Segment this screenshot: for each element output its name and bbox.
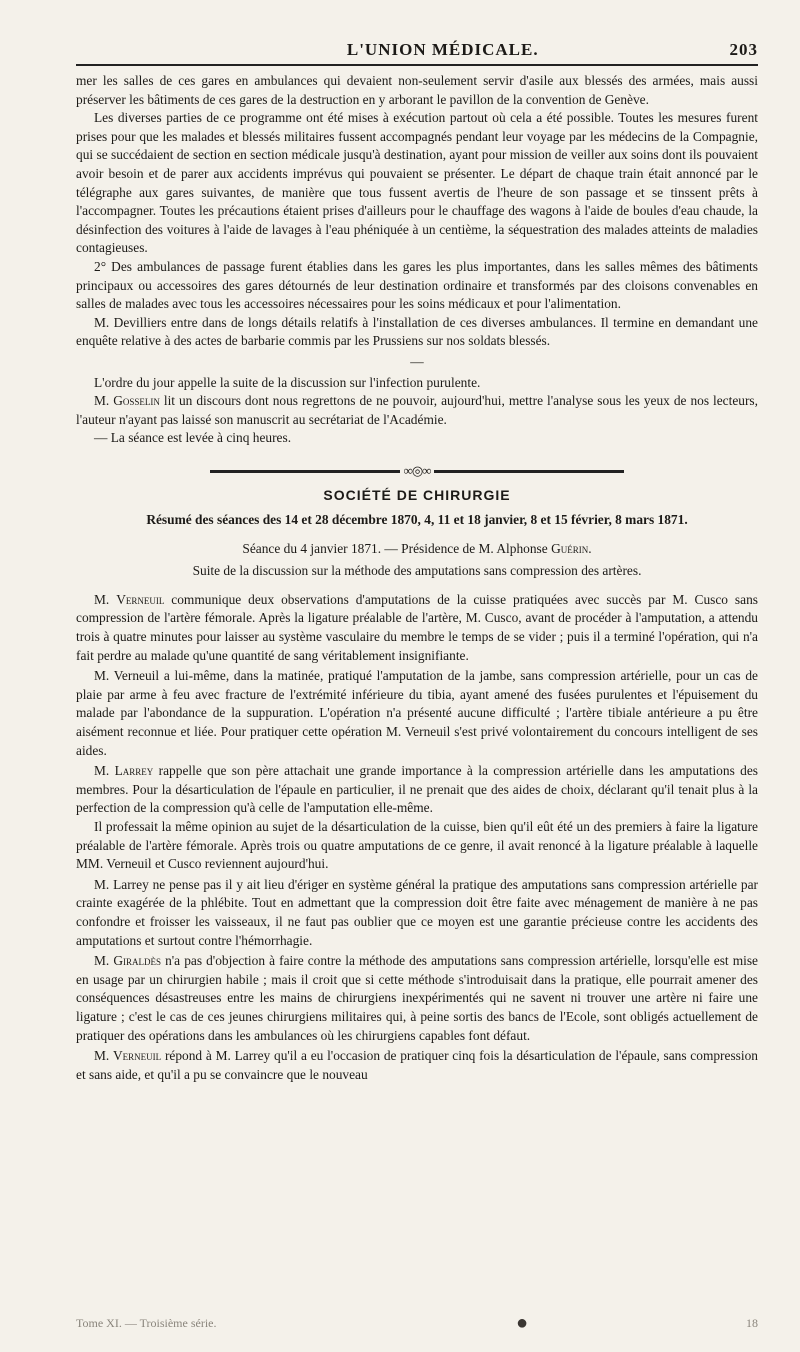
session-subheading: Suite de la discussion sur la méthode des amputations sans compression des artères. <box>192 563 642 579</box>
paragraph-text: communique deux observations d'amputations de la cuisse pratiquées avec succès par M. Cusco sans compression de l'artère fémorale. Après la ligature préalable de l'artère, M. Cusco, avant de procéder à l'amputation, a attendu trois à quatre minutes pour laisser au système vasculaire du membre le temps de se vider ; puis il a terminé l'opération, qui n'a fait perdre au malade qu'une quantité de sang véritablement insignifiante. <box>76 591 758 663</box>
paragraph-prefix: M. <box>94 1048 114 1064</box>
running-header <box>76 40 758 60</box>
paragraph-text: répond à M. Larrey qu'il a eu l'occasion de pratiquer cinq fois la désarticulation de l'épaule, sans compression et sans aide, et qu'il a pu se convaincre que le nouveau <box>76 1048 758 1082</box>
paragraph-text: lit un discours dont nous regrettons de ne pouvoir, aujourd'hui, mettre l'analyse sous les yeux de nos lecteurs, l'auteur n'ayant pas laissé son manuscrit au secrétariat de l'Académie. <box>76 393 758 427</box>
session-heading-suffix: . <box>588 540 592 556</box>
paragraph <box>76 591 758 665</box>
paragraph: 2° Des ambulances de passage furent établies dans les gares les plus importantes, dans les salles mêmes des bâtiments principaux ou accessoires des gares détournés de leur destination ordinaire et transformés par des cloisons convenables en salles de malades avec tous les accessoires nécessaires pour les soins médicaux et pour l'alimentation. <box>76 258 758 312</box>
paragraph <box>76 762 758 818</box>
speaker-name: Verneuil <box>113 1048 162 1064</box>
paragraph: L'ordre du jour appelle la suite de la discussion sur l'infection purulente. <box>94 374 481 390</box>
session-heading-text: Séance du 4 janvier 1871. — Présidence de M. Alphonse <box>242 540 552 556</box>
paragraph: mer les salles de ces gares en ambulances qui devaient non-seulement servir d'asile aux blessés des armées, mais aussi préserver les bâtiments de ces gares de la destruction en y arborant le pavillon de la convention de Genève. <box>76 73 758 107</box>
journal-title: L'UNION MÉDICALE. <box>346 40 539 59</box>
section-separator: — <box>410 353 424 369</box>
paragraph: M. Verneuil a lui-même, dans la matinée, pratiqué l'amputation de la jambe, sans compression artérielle, pour un cas de plaie par arme à feu avec fracture de l'extrémité inférieure du tibia, ayant amené des fusées purulentes et l'épuisement du malade par l'abondance de la suppuration. L'opération n'a présenté aucune difficulté ; l'artère tibiale antérieure a pu être aisément reconnue et liée. Pour pratiquer cette opération M. Verneuil s'est privé volontairement du concours intelligent de ses aides. <box>76 668 758 758</box>
speaker-name: Verneuil <box>116 591 165 607</box>
paragraph: — La séance est levée à cinq heures. <box>94 430 292 446</box>
paragraph: Les diverses parties de ce programme ont été mises à exécution partout où cela a été possible. Toutes les mesures furent prises pour que les malades et blessés militaires fussent accompagnés pendant leur voyage par les médecins de la Compagnie, qui se succédaient de section en section médicale jusqu'à destination, ayant pour mission de veiller aux soins dont ils pouvaient avoir besoin et de parer aux accidents imprévus qui pouvaient se présenter. Le départ de chaque train était annoncé par le télégraphe aux gares suivantes, de manière que tous fussent avertis de l'heure de son passage et se tinssent prêts à l'accompagner. Toutes les précautions étaient prises d'ailleurs pour le chauffage des wagons à l'aide de boules d'eau chaude, la désinfection des voitures à l'aide de lavages à l'eau phéniquée à un centième, la séquestration des malades atteints de maladies contagieuses. <box>76 110 758 256</box>
paragraph-text: n'a pas d'objection à faire contre la méthode des amputations sans compression artérielle, lorsqu'elle est mise en usage par un chirurgien habile ; mais il croit que si cette méthode s'introduisait dans la pratique, elle pourrait amener des conséquences désastreuses entre les mains de chirurgiens inexpérimentés qui ne savent ni trouver une artère ni faire une ligature ; c'est le cas de ces jeunes chirurgiens militaires qui, à peine sortis des bancs de l'Ecole, sont obligés actuellement de pratiquer des opérations dans les ambulances où les chirurgiens capables font défaut. <box>76 953 758 1043</box>
header-rule <box>76 64 758 66</box>
speaker-name: Larrey <box>114 763 154 779</box>
paragraph: M. Devilliers entre dans de longs détails relatifs à l'installation de ces diverses ambulances. Il termine en demandant une enquête relative à des actes de barbarie commis par les Prussiens sur nos soldats blessés. <box>76 314 758 349</box>
speaker-name: Giraldès <box>113 953 161 969</box>
ornament-line-left <box>210 470 400 473</box>
page-number: 203 <box>729 40 758 59</box>
paragraph <box>76 952 758 1045</box>
paragraph <box>76 392 758 429</box>
paragraph: M. Larrey ne pense pas il y ait lieu d'ériger en système général la pratique des amputations sans compression artérielle par crainte exagérée de la phlébite. Tout en admettant que la compression doit être faite avec ménagement de manière à ne pas confondre et froisser les vaisseaux, il ne faut pas oublier que ce moyen est une garantie précieuse contre les accidents des amputations et surtout contre l'hémorrhagie. <box>76 876 758 948</box>
page-footer <box>76 1312 758 1334</box>
ink-blot-icon: ● <box>516 1312 529 1334</box>
session-heading <box>76 540 758 559</box>
ornament-line-right <box>434 470 624 473</box>
ornament-divider <box>76 462 758 481</box>
paragraph-prefix: M. <box>94 763 115 779</box>
article-body <box>76 72 758 1084</box>
ornament-knot-icon: ∞◎∞ <box>403 462 431 478</box>
speaker-name: Gosselin <box>113 393 160 409</box>
signature-number: 18 <box>746 1316 758 1330</box>
paragraph <box>76 1047 758 1084</box>
paragraph-prefix: M. <box>94 393 114 409</box>
volume-label: Tome XI. — Troisième série. <box>76 1316 217 1330</box>
paragraph-text: rappelle que son père attachait une grande importance à la compression artérielle dans les amputations des membres. Pour la désarticulation de l'épaule en particulier, il ne prenait que des aides de choix, déclarant qu'il tenait plus à la perfection de la compression qu'à celle de l'amputation elle-même. <box>76 763 758 816</box>
section-title: SOCIÉTÉ DE CHIRURGIE <box>323 487 511 504</box>
paragraph-prefix: M. <box>94 953 114 969</box>
paragraph: Il professait la même opinion au sujet de la désarticulation de la cuisse, bien qu'il eût été un des premiers à faire la ligature préalable de l'artère fémorale. Après trois ou quatre amputations de ce genre, il avait renoncé à la ligature préalable à laquelle MM. Verneuil et Cusco reviennent aujourd'hui. <box>76 818 758 872</box>
section-summary: Résumé des séances des 14 et 28 décembre 1870, 4, 11 et 18 janvier, 8 et 15 février, 8 mars 1871. <box>146 512 688 528</box>
paragraph-prefix: M. <box>94 591 117 607</box>
president-name: Guérin <box>551 540 589 556</box>
